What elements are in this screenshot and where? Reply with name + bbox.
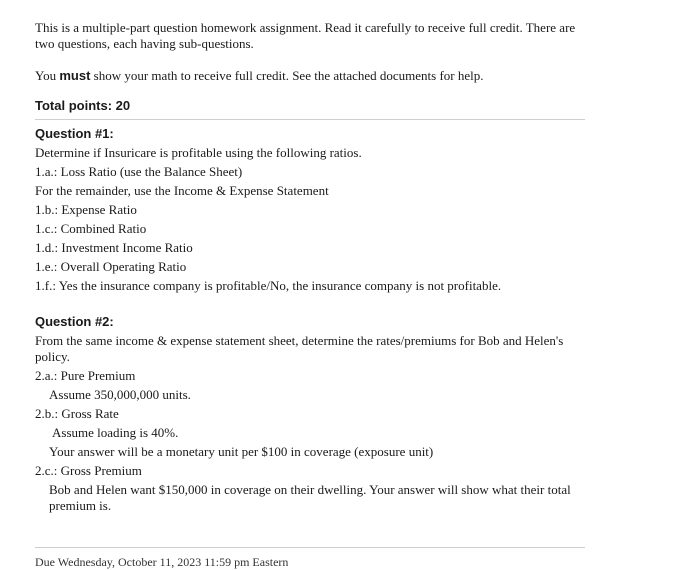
instructions-emphasis: must [59, 68, 91, 83]
due-date-text: Due Wednesday, October 11, 2023 11:59 pm Eastern [35, 555, 289, 569]
question-1-line: Determine if Insuricare is profitable using the following ratios. [35, 145, 362, 160]
instructions-paragraph [35, 68, 585, 84]
question-2c-note: Bob and Helen want $150,000 in coverage on their dwelling. Your answer will show what their total premium is. [49, 482, 571, 513]
assignment-content [35, 20, 585, 517]
section-divider [35, 547, 585, 548]
question-1-line: 1.c.: Combined Ratio [35, 221, 147, 236]
question-2-title: Question #2: [35, 314, 114, 329]
question-2b-label: 2.b.: Gross Rate [35, 406, 119, 421]
question-1-line: 1.f.: Yes the insurance company is profitable/No, the insurance company is not profitable. [35, 278, 502, 293]
question-1-line: 1.e.: Overall Operating Ratio [35, 259, 187, 274]
total-points-heading: Total points: 20 [35, 98, 585, 120]
question-1-title: Question #1: [35, 126, 114, 141]
instructions-prefix: You [35, 68, 60, 83]
question-1-line: 1.b.: Expense Ratio [35, 202, 137, 217]
instructions-suffix: show your math to receive full credit. See the attached documents for help. [90, 68, 484, 83]
question-1-line: 1.d.: Investment Income Ratio [35, 240, 193, 255]
question-2c-label: 2.c.: Gross Premium [35, 463, 142, 478]
intro-paragraph: This is a multiple-part question homework assignment. Read it carefully to receive full credit. There are two questions, each having sub-questions. [35, 20, 576, 51]
question-1-line: 1.a.: Loss Ratio (use the Balance Sheet) [35, 164, 243, 179]
question-2-intro: From the same income & expense statement sheet, determine the rates/premiums for Bob and Helen's policy. [35, 333, 564, 364]
question-2a-note: Assume 350,000,000 units. [49, 387, 191, 402]
question-2b-note: Assume loading is 40%. [52, 425, 179, 440]
question-1-line: For the remainder, use the Income & Expense Statement [35, 183, 329, 198]
question-2a-label: 2.a.: Pure Premium [35, 368, 136, 383]
question-2b-note: Your answer will be a monetary unit per $100 in coverage (exposure unit) [49, 444, 434, 459]
